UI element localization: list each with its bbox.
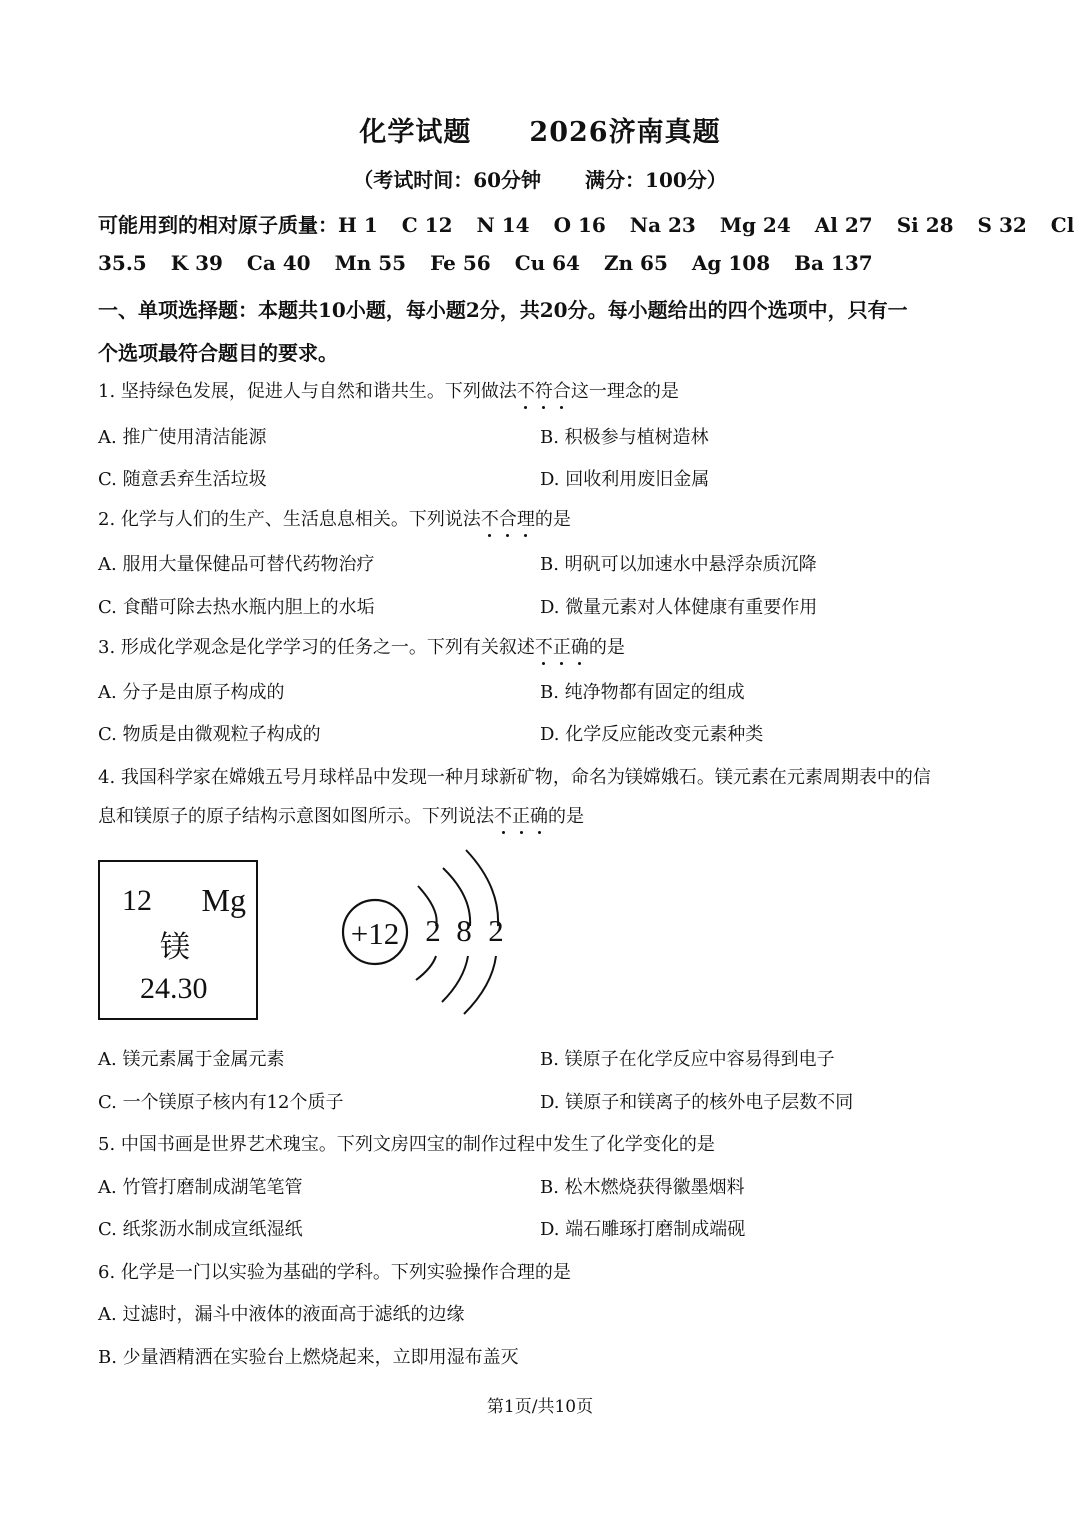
- q3-option-c: C. 物质是由微观粒子构成的: [98, 724, 321, 745]
- atomic-mass-line-2: [98, 251, 873, 275]
- stem-text: 这一理念的是: [570, 381, 679, 402]
- atomic-mass-item: Cl: [1050, 213, 1075, 237]
- atomic-mass-item: O 16: [553, 213, 606, 237]
- emphasis-char: 符: [534, 381, 553, 402]
- atomic-mass-item: Fe 56: [430, 251, 491, 275]
- emphasis-char: 正: [552, 637, 571, 658]
- q5-option-b: B. 松木燃烧获得徽墨烟料: [540, 1177, 745, 1198]
- section-heading-line-2: 个选项最符合题目的要求。: [98, 341, 338, 365]
- q1-option-a: A. 推广使用清洁能源: [98, 427, 267, 448]
- element-tile: [98, 860, 258, 1020]
- atomic-mass-item: S 32: [977, 213, 1027, 237]
- question-4-stem-line-1: 4. 我国科学家在嫦娥五号月球样品中发现一种月球新矿物，命名为镁嫦娥石。镁元素在元素周期表中的信: [98, 767, 931, 788]
- question-1-stem: [98, 377, 679, 403]
- q3-option-d: D. 化学反应能改变元素种类: [540, 724, 764, 745]
- q3-option-b: B. 纯净物都有固定的组成: [540, 682, 745, 703]
- q3-option-a: A. 分子是由原子构成的: [98, 682, 285, 703]
- atomic-mass-item: Zn 65: [603, 251, 668, 275]
- q5-option-a: A. 竹管打磨制成湖笔笔管: [98, 1177, 303, 1198]
- atom-structure-diagram: [330, 840, 520, 1020]
- emphasis-char: 不: [516, 381, 535, 402]
- q2-option-d: D. 微量元素对人体健康有重要作用: [540, 597, 818, 618]
- title-source: 2026济南真题: [529, 117, 721, 148]
- exam-info: [0, 164, 1080, 193]
- stem-text: 息和镁原子的原子结构示意图如图所示。下列说法: [98, 806, 494, 827]
- q4-option-c: C. 一个镁原子核内有12个质子: [98, 1092, 344, 1113]
- shell-arc: [464, 956, 496, 1014]
- emphasis-char: 合: [552, 381, 571, 402]
- shell-electrons-3: 2: [488, 913, 504, 948]
- q6-option-b: B. 少量酒精洒在实验台上燃烧起来，立即用湿布盖灭: [98, 1347, 519, 1368]
- question-5-stem: 5. 中国书画是世界艺术瑰宝。下列文房四宝的制作过程中发生了化学变化的是: [98, 1134, 715, 1155]
- q1-option-c: C. 随意丢弃生活垃圾: [98, 469, 267, 490]
- atomic-mass-item: Mn 55: [334, 251, 407, 275]
- question-2-stem: [98, 505, 571, 531]
- section-heading-line-1: 一、单项选择题：本题共10小题，每小题2分，共20分。每小题给出的四个选项中，只有一: [98, 298, 908, 322]
- q1-option-d: D. 回收利用废旧金属: [540, 469, 710, 490]
- atomic-mass-item: Na 23: [629, 213, 696, 237]
- emphasis-char: 不: [480, 509, 499, 530]
- q5-option-c: C. 纸浆沥水制成宣纸湿纸: [98, 1219, 303, 1240]
- q6-option-a: A. 过滤时，漏斗中液体的液面高于滤纸的边缘: [98, 1304, 465, 1325]
- question-4-stem-line-2: [98, 802, 584, 828]
- question-3-stem: [98, 633, 625, 659]
- stem-text: 3. 形成化学观念是化学学习的任务之一。下列有关叙述: [98, 637, 535, 658]
- stem-text: 的是: [548, 806, 584, 827]
- stem-text: 2. 化学与人们的生产、生活息息相关。下列说法: [98, 509, 481, 530]
- atomic-mass-item: K 39: [170, 251, 223, 275]
- q2-option-b: B. 明矾可以加速水中悬浮杂质沉降: [540, 554, 817, 575]
- emphasis-char: 不: [534, 637, 553, 658]
- question-6-stem: 6. 化学是一门以实验为基础的学科。下列实验操作合理的是: [98, 1262, 571, 1283]
- emphasis-char: 理: [516, 509, 535, 530]
- stem-text: 的是: [534, 509, 571, 530]
- q2-option-a: A. 服用大量保健品可替代药物治疗: [98, 554, 375, 575]
- full-score: 满分：100分）: [585, 168, 727, 192]
- emphasis-char: 确: [570, 637, 589, 658]
- atomic-mass-item: C 12: [401, 213, 453, 237]
- atomic-mass-item: N 14: [476, 213, 530, 237]
- emphasis-char: 不: [494, 806, 512, 827]
- atomic-mass-item: Ba 137: [794, 251, 873, 275]
- atomic-mass-item: Al 27: [814, 213, 873, 237]
- q1-option-b: B. 积极参与植树造林: [540, 427, 709, 448]
- q5-option-d: D. 端石雕琢打磨制成端砚: [540, 1219, 746, 1240]
- shell-arc: [416, 956, 436, 980]
- element-symbol: Mg: [201, 882, 246, 918]
- q4-option-a: A. 镁元素属于金属元素: [98, 1049, 285, 1070]
- atomic-mass-label: 可能用到的相对原子质量：: [98, 213, 338, 237]
- page-title: [0, 110, 1080, 149]
- q2-option-c: C. 食醋可除去热水瓶内胆上的水垢: [98, 597, 375, 618]
- emphasis-char: 合: [498, 509, 517, 530]
- shell-electrons-2: 8: [456, 913, 472, 948]
- shell-arc: [442, 956, 468, 1002]
- atomic-mass-line-1: [98, 209, 1074, 238]
- atomic-mass-item: 35.5: [98, 251, 147, 275]
- stem-text: 的是: [588, 637, 625, 658]
- atomic-mass-item: Cu 64: [514, 251, 580, 275]
- q4-option-d: D. 镁原子和镁离子的核外电子层数不同: [540, 1092, 854, 1113]
- exam-time: （考试时间：60分钟: [353, 168, 542, 192]
- atomic-mass: 24.30: [140, 972, 208, 1005]
- atomic-mass-item: Mg 24: [719, 213, 791, 237]
- atomic-mass-item: Ca 40: [246, 251, 311, 275]
- emphasis-char: 确: [530, 806, 548, 827]
- page-number: 第1页/共10页: [486, 1397, 594, 1417]
- atomic-number: 12: [122, 884, 152, 917]
- q4-option-b: B. 镁原子在化学反应中容易得到电子: [540, 1049, 835, 1070]
- atomic-mass-item: H 1: [338, 213, 378, 237]
- emphasis-char: 正: [512, 806, 530, 827]
- title-subject: 化学试题: [359, 117, 472, 148]
- element-name: 镁: [160, 931, 190, 964]
- atomic-mass-item: Ag 108: [691, 251, 771, 275]
- stem-text: 1. 坚持绿色发展，促进人与自然和谐共生。下列做法: [98, 381, 517, 402]
- nucleus-charge: +12: [350, 916, 400, 951]
- shell-electrons-1: 2: [425, 913, 441, 948]
- atomic-mass-item: Si 28: [896, 213, 954, 237]
